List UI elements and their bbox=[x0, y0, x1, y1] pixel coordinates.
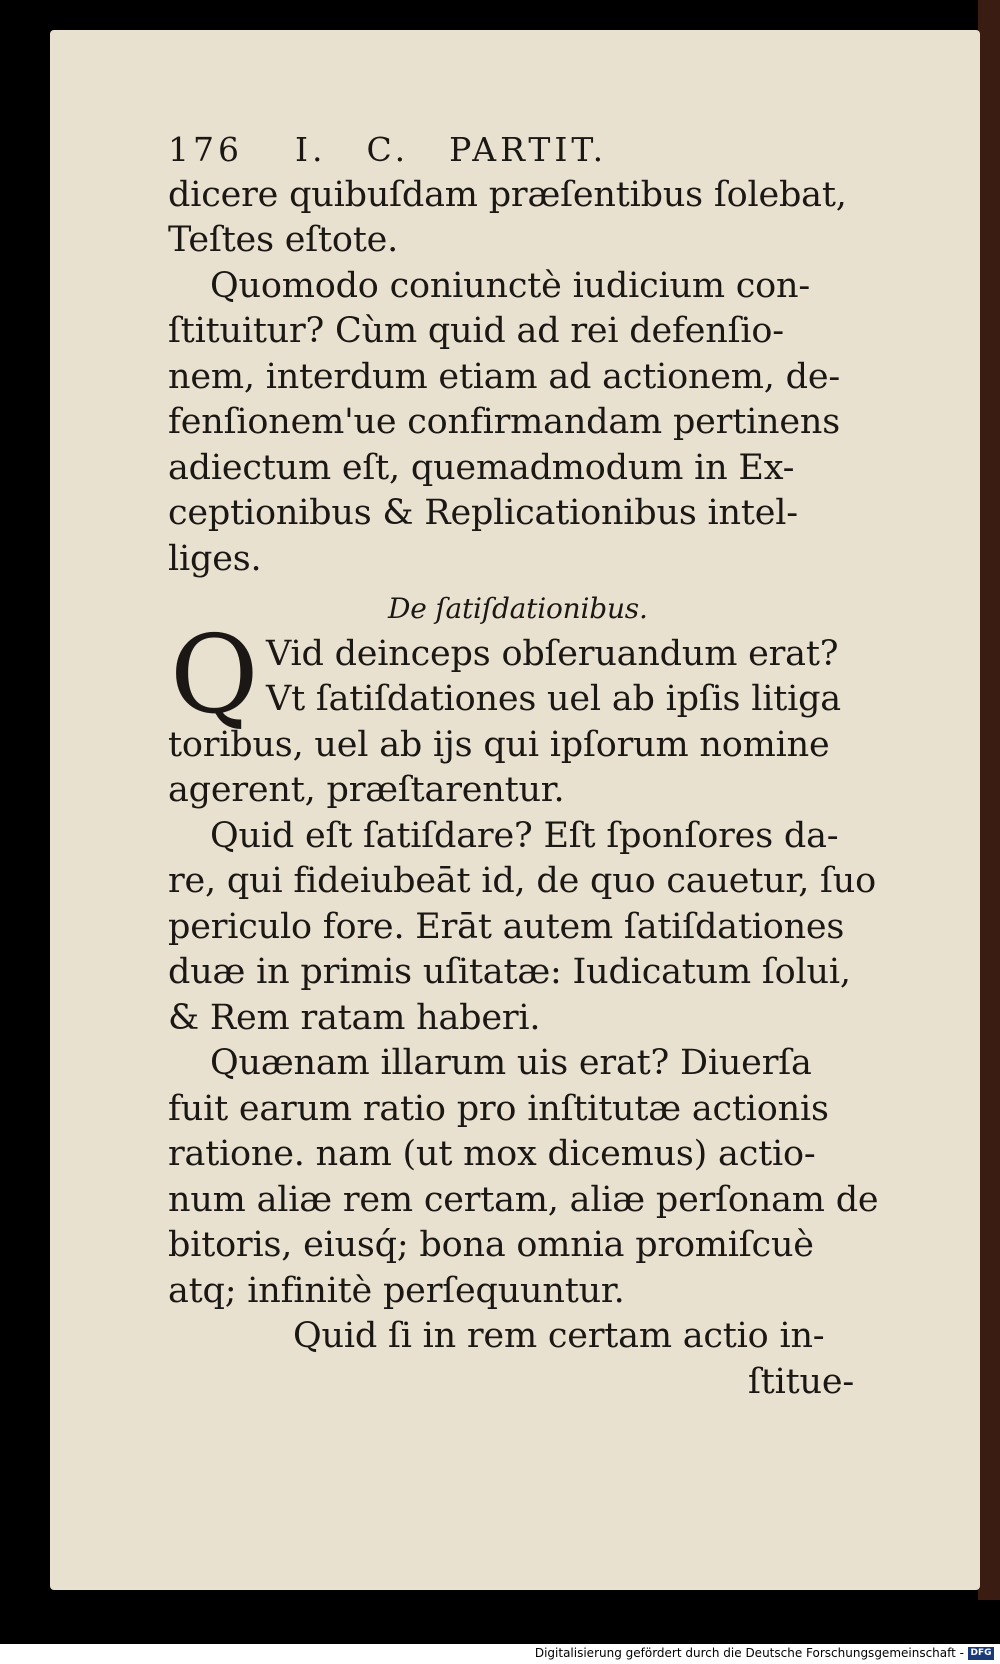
text-line: agerent, præſtarentur. bbox=[168, 770, 565, 810]
text-line: num aliæ rem certam, aliæ perſonam de bbox=[168, 1179, 879, 1220]
book-spine bbox=[978, 0, 1000, 1600]
page-number: 176 bbox=[168, 130, 243, 169]
page-text bbox=[168, 127, 918, 1405]
text-line: Quomodo coniunctè iudicium con- bbox=[210, 265, 810, 306]
catchword: ſtitue- bbox=[748, 1361, 854, 1402]
text-line: ceptionibus & Replicationibus intel- bbox=[168, 493, 798, 533]
footer-credit: Digitalisierung gefördert durch die Deutsche Forschungsgemeinschaft - bbox=[534, 1646, 964, 1660]
dfg-logo-icon: DFG bbox=[968, 1647, 994, 1660]
footer-bar bbox=[0, 1644, 1000, 1664]
text-line: adiectum eſt, quemadmodum in Ex- bbox=[168, 447, 795, 488]
dropcap-paragraph bbox=[168, 612, 918, 738]
text-line: dicere quibuſdam præſentibus ſolebat, bbox=[168, 174, 847, 215]
text-line: toribus, uel ab ijs qui ipſorum nomine bbox=[168, 724, 830, 765]
text-line: nem, interdum etiam ad actionem, de- bbox=[168, 356, 840, 397]
drop-cap: Q bbox=[170, 612, 259, 738]
running-title-part: C. bbox=[366, 130, 410, 169]
text-line: Quid eſt ſatiſdare? Eſt ſponſores da- bbox=[210, 815, 839, 856]
text-line: fuit earum ratio pro inſtitutæ actionis bbox=[168, 1088, 829, 1129]
text-line: Quid ſi in rem certam actio in- bbox=[293, 1316, 825, 1356]
text-line: ratione. nam (ut mox dicemus) actio- bbox=[168, 1134, 816, 1174]
text-line: atq; infinitè perſequuntur. bbox=[168, 1270, 625, 1311]
running-title-part: I. bbox=[295, 130, 327, 169]
text-line: liges. bbox=[168, 538, 262, 579]
text-line: bitoris, eiusq́; bona omnia promiſcuè bbox=[168, 1225, 814, 1265]
text-line: re, qui fideiubeāt id, de quo cauetur, ſuo bbox=[168, 861, 877, 901]
text-line: fenſionem'ue confirmandam pertinens bbox=[168, 402, 841, 442]
text-line: Vt ſatiſdationes uel ab ipſis litiga bbox=[266, 679, 841, 719]
text-line: Vid deinceps obſeruandum erat? bbox=[266, 633, 839, 674]
text-line: Quænam illarum uis erat? Diuerſa bbox=[210, 1043, 812, 1083]
section-heading: De ſatiſdationibus. bbox=[388, 592, 648, 625]
running-header bbox=[168, 127, 918, 173]
text-line: & Rem ratam haberi. bbox=[168, 997, 541, 1038]
text-line: duæ in primis uſitatæ: Iudicatum ſolui, bbox=[168, 952, 851, 992]
text-line: Teſtes eſtote. bbox=[168, 220, 399, 260]
text-line: ſtituitur? Cùm quid ad rei defenſio- bbox=[168, 311, 784, 351]
text-line: periculo fore. Erāt autem ſatiſdationes bbox=[168, 906, 845, 947]
running-title-part: PARTIT. bbox=[449, 130, 608, 169]
